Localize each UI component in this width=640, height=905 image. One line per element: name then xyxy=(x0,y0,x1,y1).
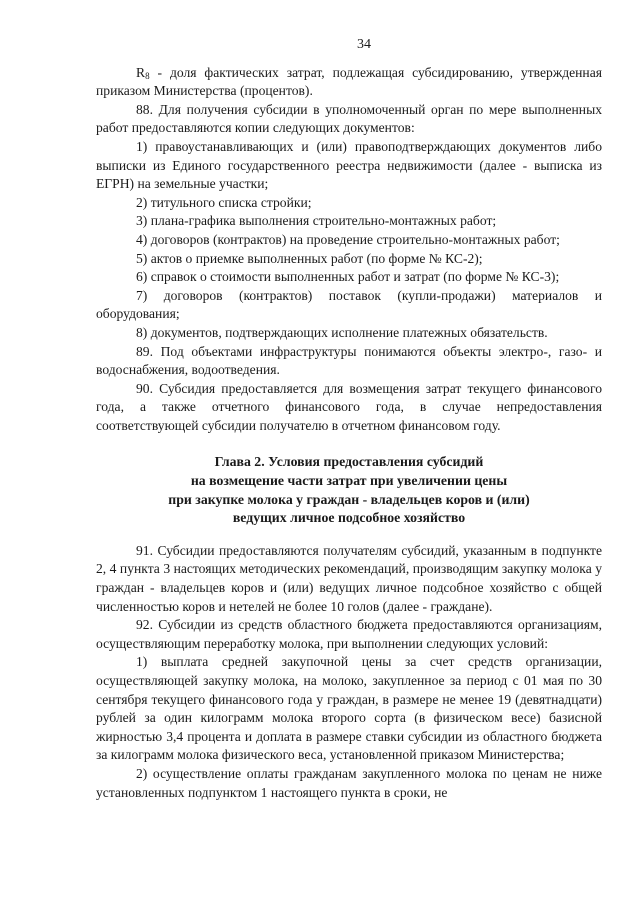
r8-definition xyxy=(96,64,602,101)
paragraph-90: 90. Субсидия предоставляется для возмещения затрат текущего финансового года, а также отчетного финансового года, в случае непредоставления соответствующей субсидии получателю в отчетном финансовом году. xyxy=(96,380,602,433)
page-number: 34 xyxy=(357,37,371,52)
chapter-heading xyxy=(96,453,602,527)
chapter-heading-line-4: ведущих личное подсобное хозяйство xyxy=(232,510,466,526)
paragraph-91: 91. Субсидии предоставляются получателям субсидий, указанным в подпункте 2, 4 пункта 3 настоящих методических рекомендаций, производящим закупку молока у граждан - владельцев коров и (или) ведущих личное подсобное хозяйство с общей численностью коров и нетелей не более 10 голов (далее - граждане). xyxy=(96,542,602,614)
paragraph-88-item-4: 4) договоров (контрактов) на проведение строительно-монтажных работ; xyxy=(136,231,560,247)
paragraph-89: 89. Под объектами инфраструктуры понимаются объекты электро-, газо- и водоснабжения, водоотведения. xyxy=(96,343,602,378)
paragraph-88-item-8: 8) документов, подтверждающих исполнение платежных обязательств. xyxy=(136,324,548,340)
chapter-heading-line-2: на возмещение части затрат при увеличении цены xyxy=(190,473,508,489)
paragraph-88-item-6: 6) справок о стоимости выполненных работ и затрат (по форме № КС-3); xyxy=(136,269,560,285)
chapter-heading-line-1: Глава 2. Условия предоставления субсидий xyxy=(214,454,484,470)
paragraph-88-item-5: 5) актов о приемке выполненных работ (по форме № КС-2); xyxy=(136,250,483,266)
paragraph-88-item-7: 7) договоров (контрактов) поставок (купли-продажи) материалов и оборудования; xyxy=(96,287,602,322)
paragraph-88: 88. Для получения субсидии в уполномоченный орган по мере выполненных работ предоставляются копии следующих документов: xyxy=(96,101,602,136)
paragraph-88-item-3: 3) плана-графика выполнения строительно-монтажных работ; xyxy=(136,213,497,229)
r8-text: - доля фактических затрат, подлежащая субсидированию, утвержденная приказом Министерства (процентов). xyxy=(96,64,602,99)
paragraph-92: 92. Субсидии из средств областного бюджета предоставляются организациям, осуществляющим переработку молока, при выполнении следующих условий: xyxy=(96,617,602,651)
paragraph-88-item-2: 2) титульного списка стройки; xyxy=(136,194,312,210)
chapter-heading-line-3: при закупке молока у граждан - владельцев коров и (или) xyxy=(168,491,530,507)
r8-symbol: R xyxy=(136,64,146,80)
document-page xyxy=(96,36,602,802)
paragraph-92-item-2: 2) осуществление оплаты гражданам закупленного молока по ценам не ниже установленных подпунктом 1 настоящего пункта в сроки, не xyxy=(96,765,602,800)
paragraph-92-item-1: 1) выплата средней закупочной цены за счет средств организации, осуществляющей закупку молока, на молоко, закупленное за период с 01 мая по 30 сентября текущего финансового года у граждан, в размере не менее 19 (девятнадцати) рублей за один килограмм молока второго сорта (в физическом весе) базисной жирностью 3,4 процента и доплата в размере ставки субсидии из областного бюджета за килограмм молока физического веса, установленной приказом Министерства; xyxy=(96,654,602,763)
r8-subscript: 8 xyxy=(145,70,150,81)
paragraph-88-item-1: 1) правоустанавливающих и (или) правоподтверждающих документов либо выписки из Единого государственного реестра недвижимости (далее - выписка из ЕГРН) на земельные участки; xyxy=(96,138,602,192)
